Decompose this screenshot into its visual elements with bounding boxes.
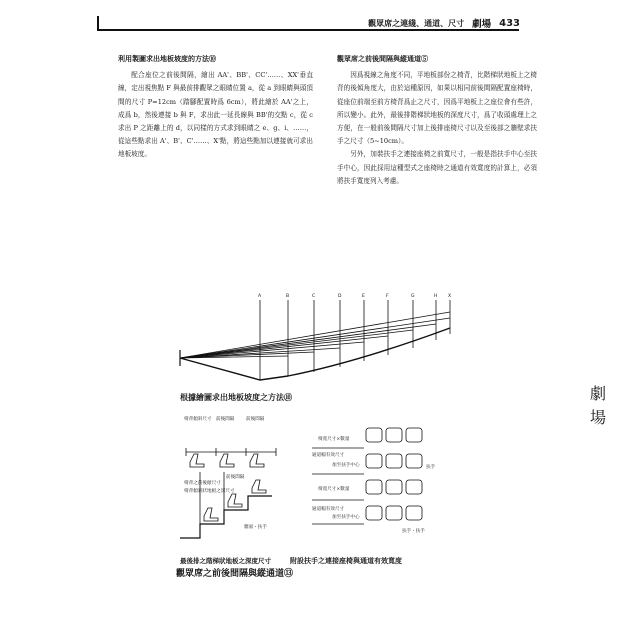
column-letter: D — [338, 294, 342, 299]
stepped-seating-diagram — [180, 412, 290, 550]
label-row-spacing: 前後間隔 — [226, 475, 245, 480]
label-backrest-incline: 椅背傾斜尺寸 — [184, 417, 212, 422]
seat-icon — [204, 508, 218, 521]
seat-plan-icon — [366, 480, 382, 494]
side-tab-char: 場 — [589, 408, 606, 427]
seat-plan-icon — [386, 480, 402, 494]
seat-plan-icon — [366, 454, 382, 468]
label-stepped-floor-depth: 椅背傾斜狀地板之深尺寸 — [184, 489, 235, 494]
column-letter: C — [312, 294, 316, 299]
column-letter: G — [411, 294, 415, 299]
column-letter: A — [258, 294, 262, 299]
right-column-heading: 觀眾席之前後間隔與縱通道⑤ — [337, 54, 428, 63]
sight-line — [180, 318, 450, 358]
seat-icon — [250, 454, 264, 467]
label-armrest-center: 加至扶手中心 — [332, 515, 360, 520]
page-number: 433 — [499, 17, 520, 29]
sightline-diagram — [178, 288, 478, 396]
sight-line — [180, 312, 450, 358]
seat-plan-icon — [386, 428, 402, 442]
seat-icon — [190, 454, 204, 467]
sight-line — [180, 336, 388, 358]
column-letter-labels — [258, 293, 451, 299]
label-row-spacing: 前後間隔 — [246, 417, 265, 422]
sight-line — [180, 324, 436, 358]
seat-plan-icon — [386, 454, 402, 468]
seat-plan-icon — [406, 506, 422, 520]
left-column — [118, 52, 313, 162]
right-column-paragraph: 因爲視線之角度不同，平地板部份之椅背，比階梯狀地板上之椅背的後傾角度大，由於這種原因，如果以相同前後間隔配置座椅時，從座位前端至前方椅背爲止之尺寸，因爲平地板上之座位會有些許，所以變小。此外，最後排階梯狀地板的深度尺寸，爲了收頭處理上之方便，在一般前後間隔尺寸加上後排座椅尺寸以及至後部之牆壁求扶手之尺寸（5~10cm）。 — [337, 71, 537, 146]
figure-caption-bottom-left-small: 最後排之階梯狀地板之深度尺寸 — [180, 557, 271, 565]
column-letter: H — [434, 294, 438, 299]
seat-plan-icon — [406, 428, 422, 442]
label-seat-width: 椅寬尺寸×數量 — [318, 487, 350, 492]
label-armrest-armrest: 扶手・扶手 — [402, 529, 425, 534]
right-column — [337, 52, 537, 188]
running-head-section: 劇場 — [472, 19, 492, 30]
seat-plan-icon — [366, 506, 382, 520]
label-aisle-width: 通道幅有效尺寸 — [312, 507, 345, 512]
figure-caption-bottom-right: 附設扶手之連接座椅與通道有效寬度 — [290, 556, 402, 565]
seat-plan-icon — [366, 428, 382, 442]
side-chapter-tab — [586, 382, 610, 430]
seat-icon — [252, 480, 266, 493]
seat-grid — [366, 428, 422, 520]
figure-caption-top: 根據繪圖求出地板坡度之方法⑩ — [180, 392, 292, 402]
label-wall-armrest: 牆面・扶手 — [244, 525, 267, 530]
label-seat-width: 椅寬尺寸×數量 — [318, 437, 350, 442]
label-armrest-center: 加至扶手中心 — [332, 463, 360, 468]
side-tab-char: 劇 — [589, 384, 606, 403]
seat-plan-icon — [406, 454, 422, 468]
sight-line — [180, 330, 413, 358]
running-head-title: 觀眾席之連綫、通道、尺寸 — [368, 17, 465, 28]
figure-caption-bottom-left: 觀眾席之前後間隔與縱通道⑬ — [176, 569, 294, 579]
column-letter: B — [286, 294, 290, 299]
stepped-floor — [180, 496, 272, 538]
label-row-spacing: 前後間隔 — [216, 417, 235, 422]
label-aisle-width: 通道幅有效尺寸 — [312, 453, 345, 458]
column-letter: E — [362, 294, 365, 299]
label-backrest-depth: 椅背之前後傾尺寸 — [184, 481, 221, 486]
column-letter: F — [386, 294, 389, 299]
seat-plan-icon — [386, 506, 402, 520]
seat-plan-icon — [406, 480, 422, 494]
left-column-heading: 利用製圖求出地板坡度的方法⑩ — [118, 54, 216, 63]
left-column-paragraph: 配合座位之前後間隔，繪出 AA'、BB'、CC'……、XX'垂直線，定出視焦點 F 與最前排觀眾之眼睛位置 a，從 a 到眼睛與頭頂間的尺寸 P=12cm（踏腳配置時爲 6cm），將此繪於 AA'之上，成爲 b，然後連接 b 與 F，求出此一延長線與 BB'的交點 c，從 c 求出 P 之距離上的 d，以同樣的方式求到眼睛之 e、g、i、……，從這些點求出 A'、B'、C'……、X'點，將這些點加以連接就可求出地板坡度。 — [118, 71, 313, 159]
seat-icon — [220, 454, 234, 467]
right-column-paragraph: 另外，加裝扶手之連接座椅之前寬尺寸，一般是指扶手中心至扶手中心，因此採用這種型式之座椅時之通道有效寬度的計算上，必須將扶手寬度列入考慮。 — [337, 150, 537, 185]
seat-icon — [228, 494, 242, 507]
running-head — [330, 16, 520, 30]
label-armrest: 扶手 — [426, 465, 436, 470]
armrest-seating-plan — [310, 418, 450, 538]
column-letter: X — [448, 294, 452, 299]
